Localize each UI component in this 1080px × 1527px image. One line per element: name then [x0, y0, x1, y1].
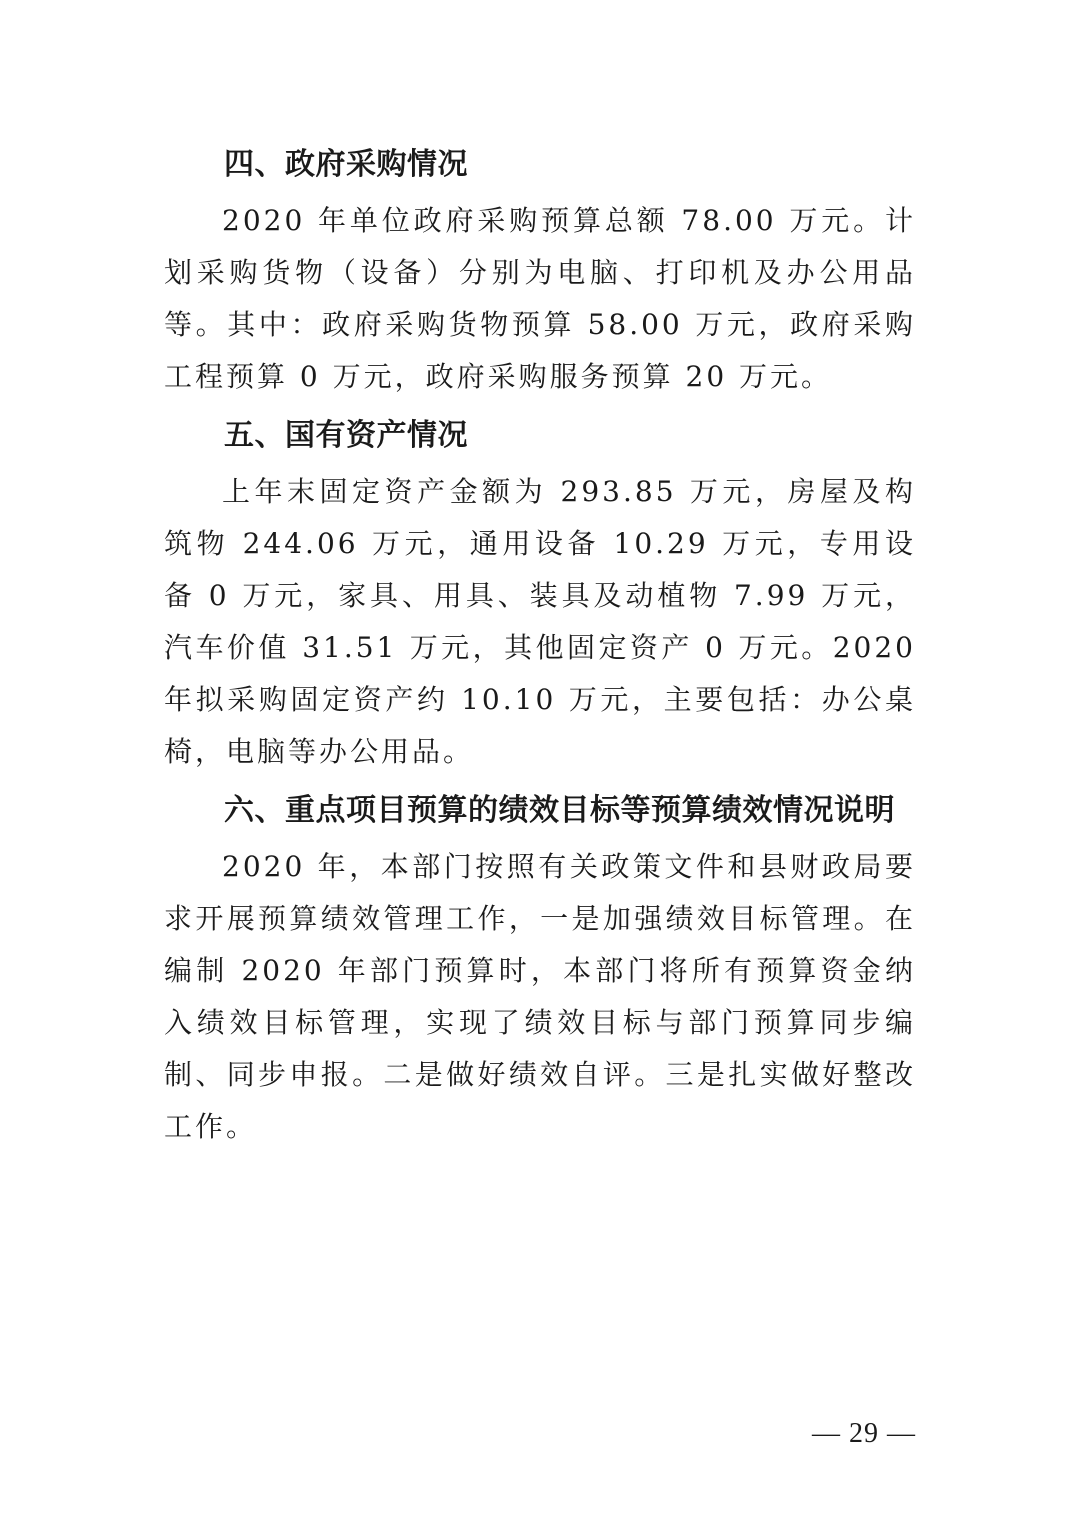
section-paragraph-state-assets: 上年末固定资产金额为 293.85 万元，房屋及构筑物 244.06 万元，通用设备 10.29 万元，专用设备 0 万元，家具、用具、装具及动植物 7.99 万元，汽车价值 31.51 万元，其他固定资产 0 万元。2020 年拟采购固定资产约 10.10 万元，主要包括：办公桌椅，电脑等办公用品。	[164, 475, 916, 768]
section-heading-government-procurement: 四、政府采购情况	[224, 147, 468, 182]
section-paragraph-performance-goals: 2020 年，本部门按照有关政策文件和县财政局要求开展预算绩效管理工作，一是加强绩效目标管理。在编制 2020 年部门预算时，本部门将所有预算资金纳入绩效目标管理，实现了绩效目标与部门预算同步编制、同步申报。二是做好绩效自评。三是扎实做好整改工作。	[164, 850, 916, 1143]
section-heading-performance-goals: 六、重点项目预算的绩效目标等预算绩效情况说明	[224, 793, 895, 828]
document-body	[164, 140, 916, 1161]
section-heading-state-assets: 五、国有资产情况	[224, 418, 468, 453]
section-paragraph-government-procurement: 2020 年单位政府采购预算总额 78.00 万元。计划采购货物（设备）分别为电脑、打印机及办公用品等。其中：政府采购货物预算 58.00 万元，政府采购工程预算 0 万元，政府采购服务预算 20 万元。	[164, 204, 916, 393]
page-number: — 29 —	[812, 1418, 916, 1449]
